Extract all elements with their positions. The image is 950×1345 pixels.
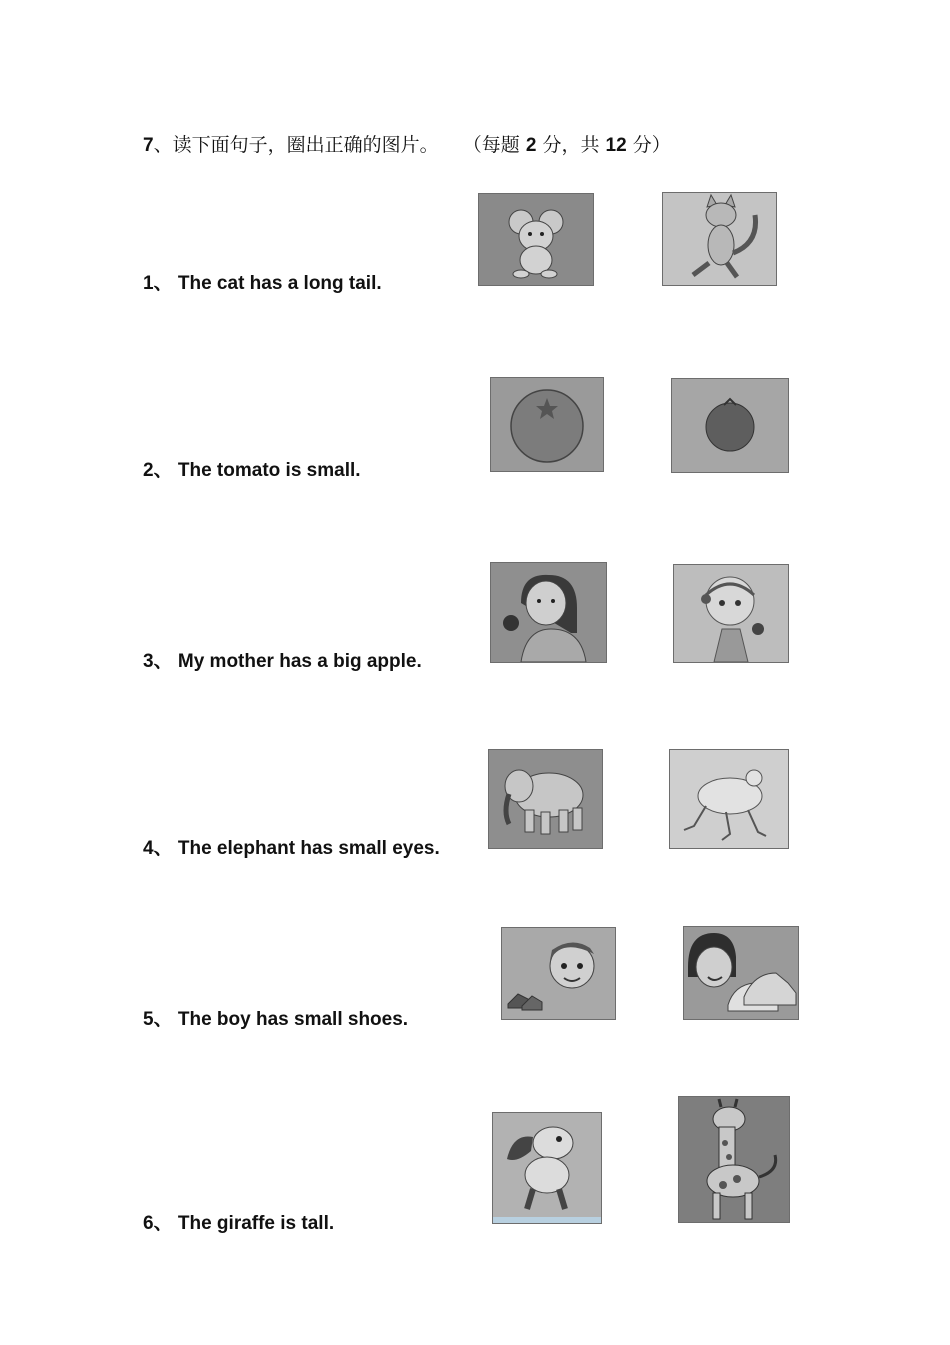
question-4: 4、 The elephant has small eyes. <box>143 838 440 859</box>
mouse-icon <box>479 194 593 285</box>
question-3: 3、 My mother has a big apple. <box>143 651 422 672</box>
picture-giraffe[interactable] <box>678 1096 790 1223</box>
question-text: My mother has a big apple. <box>177 651 422 672</box>
picture-elephant[interactable] <box>488 749 603 849</box>
picture-boy-big-shoes[interactable] <box>683 926 799 1020</box>
picture-mother-with-apple[interactable] <box>490 562 607 663</box>
picture-cat[interactable] <box>662 192 777 286</box>
giraffe-icon <box>679 1097 789 1222</box>
score-each: 2 <box>525 135 537 156</box>
question-text: The giraffe is tall. <box>177 1213 335 1234</box>
boy-small-shoes-icon <box>502 928 615 1019</box>
score-mid: 分，共 <box>542 134 600 156</box>
question-text: The tomato is small. <box>177 460 361 481</box>
question-text: The boy has small shoes. <box>177 1009 409 1030</box>
picture-mouse[interactable] <box>478 193 594 286</box>
question-2: 2、 The tomato is small. <box>143 460 361 481</box>
question-5: 5、 The boy has small shoes. <box>143 1009 409 1030</box>
section-number: 7 <box>143 135 154 156</box>
picture-dog[interactable] <box>492 1112 602 1224</box>
mother-icon <box>491 563 606 662</box>
frog-icon <box>670 750 788 848</box>
question-text: The cat has a long tail. <box>177 273 382 294</box>
picture-big-tomato[interactable] <box>490 377 604 472</box>
picture-frog[interactable] <box>669 749 789 849</box>
question-number: 1 <box>143 273 154 294</box>
boy-big-shoes-icon <box>684 927 798 1019</box>
question-number: 5 <box>143 1009 154 1030</box>
small-tomato-icon <box>672 379 788 472</box>
question-1: 1、 The cat has a long tail. <box>143 273 382 294</box>
section-heading <box>143 130 671 157</box>
cat-icon <box>663 193 776 285</box>
section-instruction: 、读下面句子，圈出正确的图片。 <box>153 134 439 156</box>
question-number: 2 <box>143 460 154 481</box>
picture-girl-with-apple[interactable] <box>673 564 789 663</box>
score-suffix: 分） <box>632 134 671 156</box>
big-tomato-icon <box>491 378 603 471</box>
picture-small-tomato[interactable] <box>671 378 789 473</box>
question-text: The elephant has small eyes. <box>177 838 440 859</box>
question-number: 4 <box>143 838 154 859</box>
question-6: 6、 The giraffe is tall. <box>143 1213 335 1234</box>
dog-icon <box>493 1113 601 1223</box>
question-number: 3 <box>143 651 154 672</box>
score-total: 12 <box>605 135 627 156</box>
score-prefix: （每题 <box>462 134 520 156</box>
girl-icon <box>674 565 788 662</box>
picture-boy-small-shoes[interactable] <box>501 927 616 1020</box>
question-number: 6 <box>143 1213 154 1234</box>
elephant-icon <box>489 750 602 848</box>
